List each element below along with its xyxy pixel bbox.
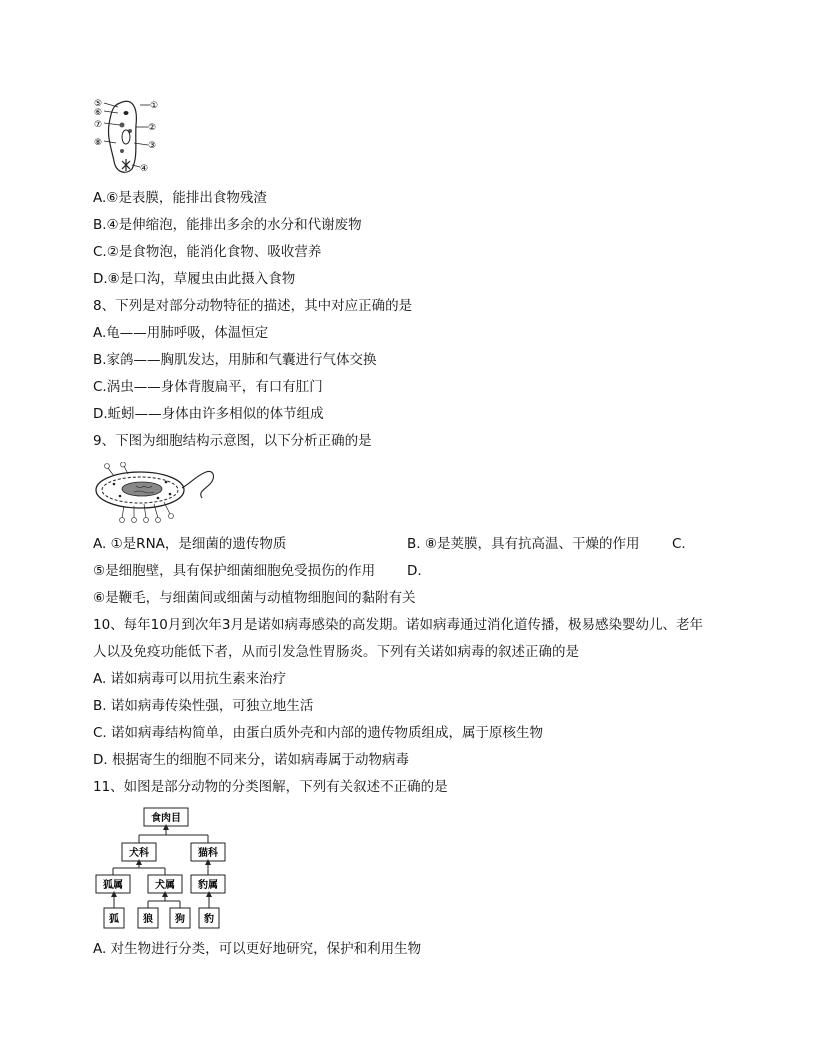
q10-stem-line-2: 人以及免疫功能低下者，从而引发急性胃肠炎。下列有关诺如病毒的叙述正确的是 (93, 644, 579, 660)
label-species-2: 狼 (143, 914, 153, 925)
q7-option-d: D.⑧是口沟，草履虫由此摄入食物 (93, 271, 296, 287)
label-species-3: 狗 (175, 914, 185, 925)
q8-option-c: C.涡虫——身体背腹扁平，有口有肛门 (93, 379, 323, 395)
classification-tree-figure (94, 806, 234, 930)
q7-option-a: A.⑥是表膜，能排出食物残渣 (93, 190, 267, 206)
q7-option-b: B.④是伸缩泡，能排出多余的水分和代谢废物 (93, 217, 362, 233)
label-family-1: 犬科 (129, 848, 149, 859)
callout-5: ⑤ (94, 99, 103, 109)
q8-option-a: A.龟——用肺呼吸，体温恒定 (93, 325, 269, 341)
q9-stem: 9、下图为细胞结构示意图，以下分析正确的是 (93, 433, 372, 449)
q9-option-d-text: ⑥是鞭毛，与细菌间或细菌与动植物细胞间的黏附有关 (93, 590, 416, 606)
callout-2: ② (148, 123, 157, 133)
q9-option-a: A. ①是RNA，是细菌的遗传物质 (93, 536, 287, 552)
q9-option-c-text: ⑤是细胞壁，具有保护细菌细胞免受损伤的作用 (93, 563, 376, 579)
flagellum (182, 471, 213, 498)
q9-option-d-label: D. (407, 563, 422, 579)
bacterium-figure (94, 462, 219, 526)
q8-option-d: D.蚯蚓——身体由许多相似的体节组成 (93, 406, 324, 422)
label-genus-2: 犬属 (155, 880, 175, 891)
q8-stem: 8、下列是对部分动物特征的描述，其中对应正确的是 (93, 298, 413, 314)
q9-option-b: B. ⑧是荚膜，具有抗高温、干燥的作用 (407, 536, 640, 552)
label-genus-1: 狐属 (103, 880, 123, 891)
callout-3: ③ (148, 141, 157, 151)
q11-stem: 11、如图是部分动物的分类图解，下列有关叙述不正确的是 (93, 779, 448, 795)
label-family-2: 猫科 (198, 848, 218, 859)
q10-option-d: D. 根据寄生的细胞不同来分，诺如病毒属于动物病毒 (93, 752, 409, 768)
q10-option-a: A. 诺如病毒可以用抗生素来治疗 (93, 671, 287, 687)
label-genus-3: 豹属 (198, 880, 218, 891)
q8-option-b: B.家鸽——胸肌发达，用肺和气囊进行气体交换 (93, 352, 377, 368)
q9-option-c-label: C. (672, 536, 686, 552)
callout-6: ⑥ (94, 108, 103, 118)
label-species-1: 狐 (109, 914, 119, 925)
q7-option-c: C.②是食物泡，能消化食物、吸收营养 (93, 244, 322, 260)
label-species-4: 豹 (204, 914, 214, 925)
callout-1: ① (150, 101, 159, 111)
callout-7: ⑦ (94, 120, 103, 130)
callout-8: ⑧ (94, 138, 103, 148)
q10-option-c: C. 诺如病毒结构简单，由蛋白质外壳和内部的遗传物质组成，属于原核生物 (93, 725, 544, 741)
q10-option-b: B. 诺如病毒传染性强，可独立地生活 (93, 698, 314, 714)
q10-stem-line-1: 10、每年10月到次年3月是诺如病毒感染的高发期。诺如病毒通过消化道传播，极易感染婴幼儿、老年 (93, 617, 703, 633)
callout-4: ④ (140, 164, 149, 174)
paramecium-figure (92, 95, 164, 177)
label-order: 食肉目 (151, 813, 181, 824)
q11-option-a: A. 对生物进行分类，可以更好地研究，保护和利用生物 (93, 941, 422, 957)
